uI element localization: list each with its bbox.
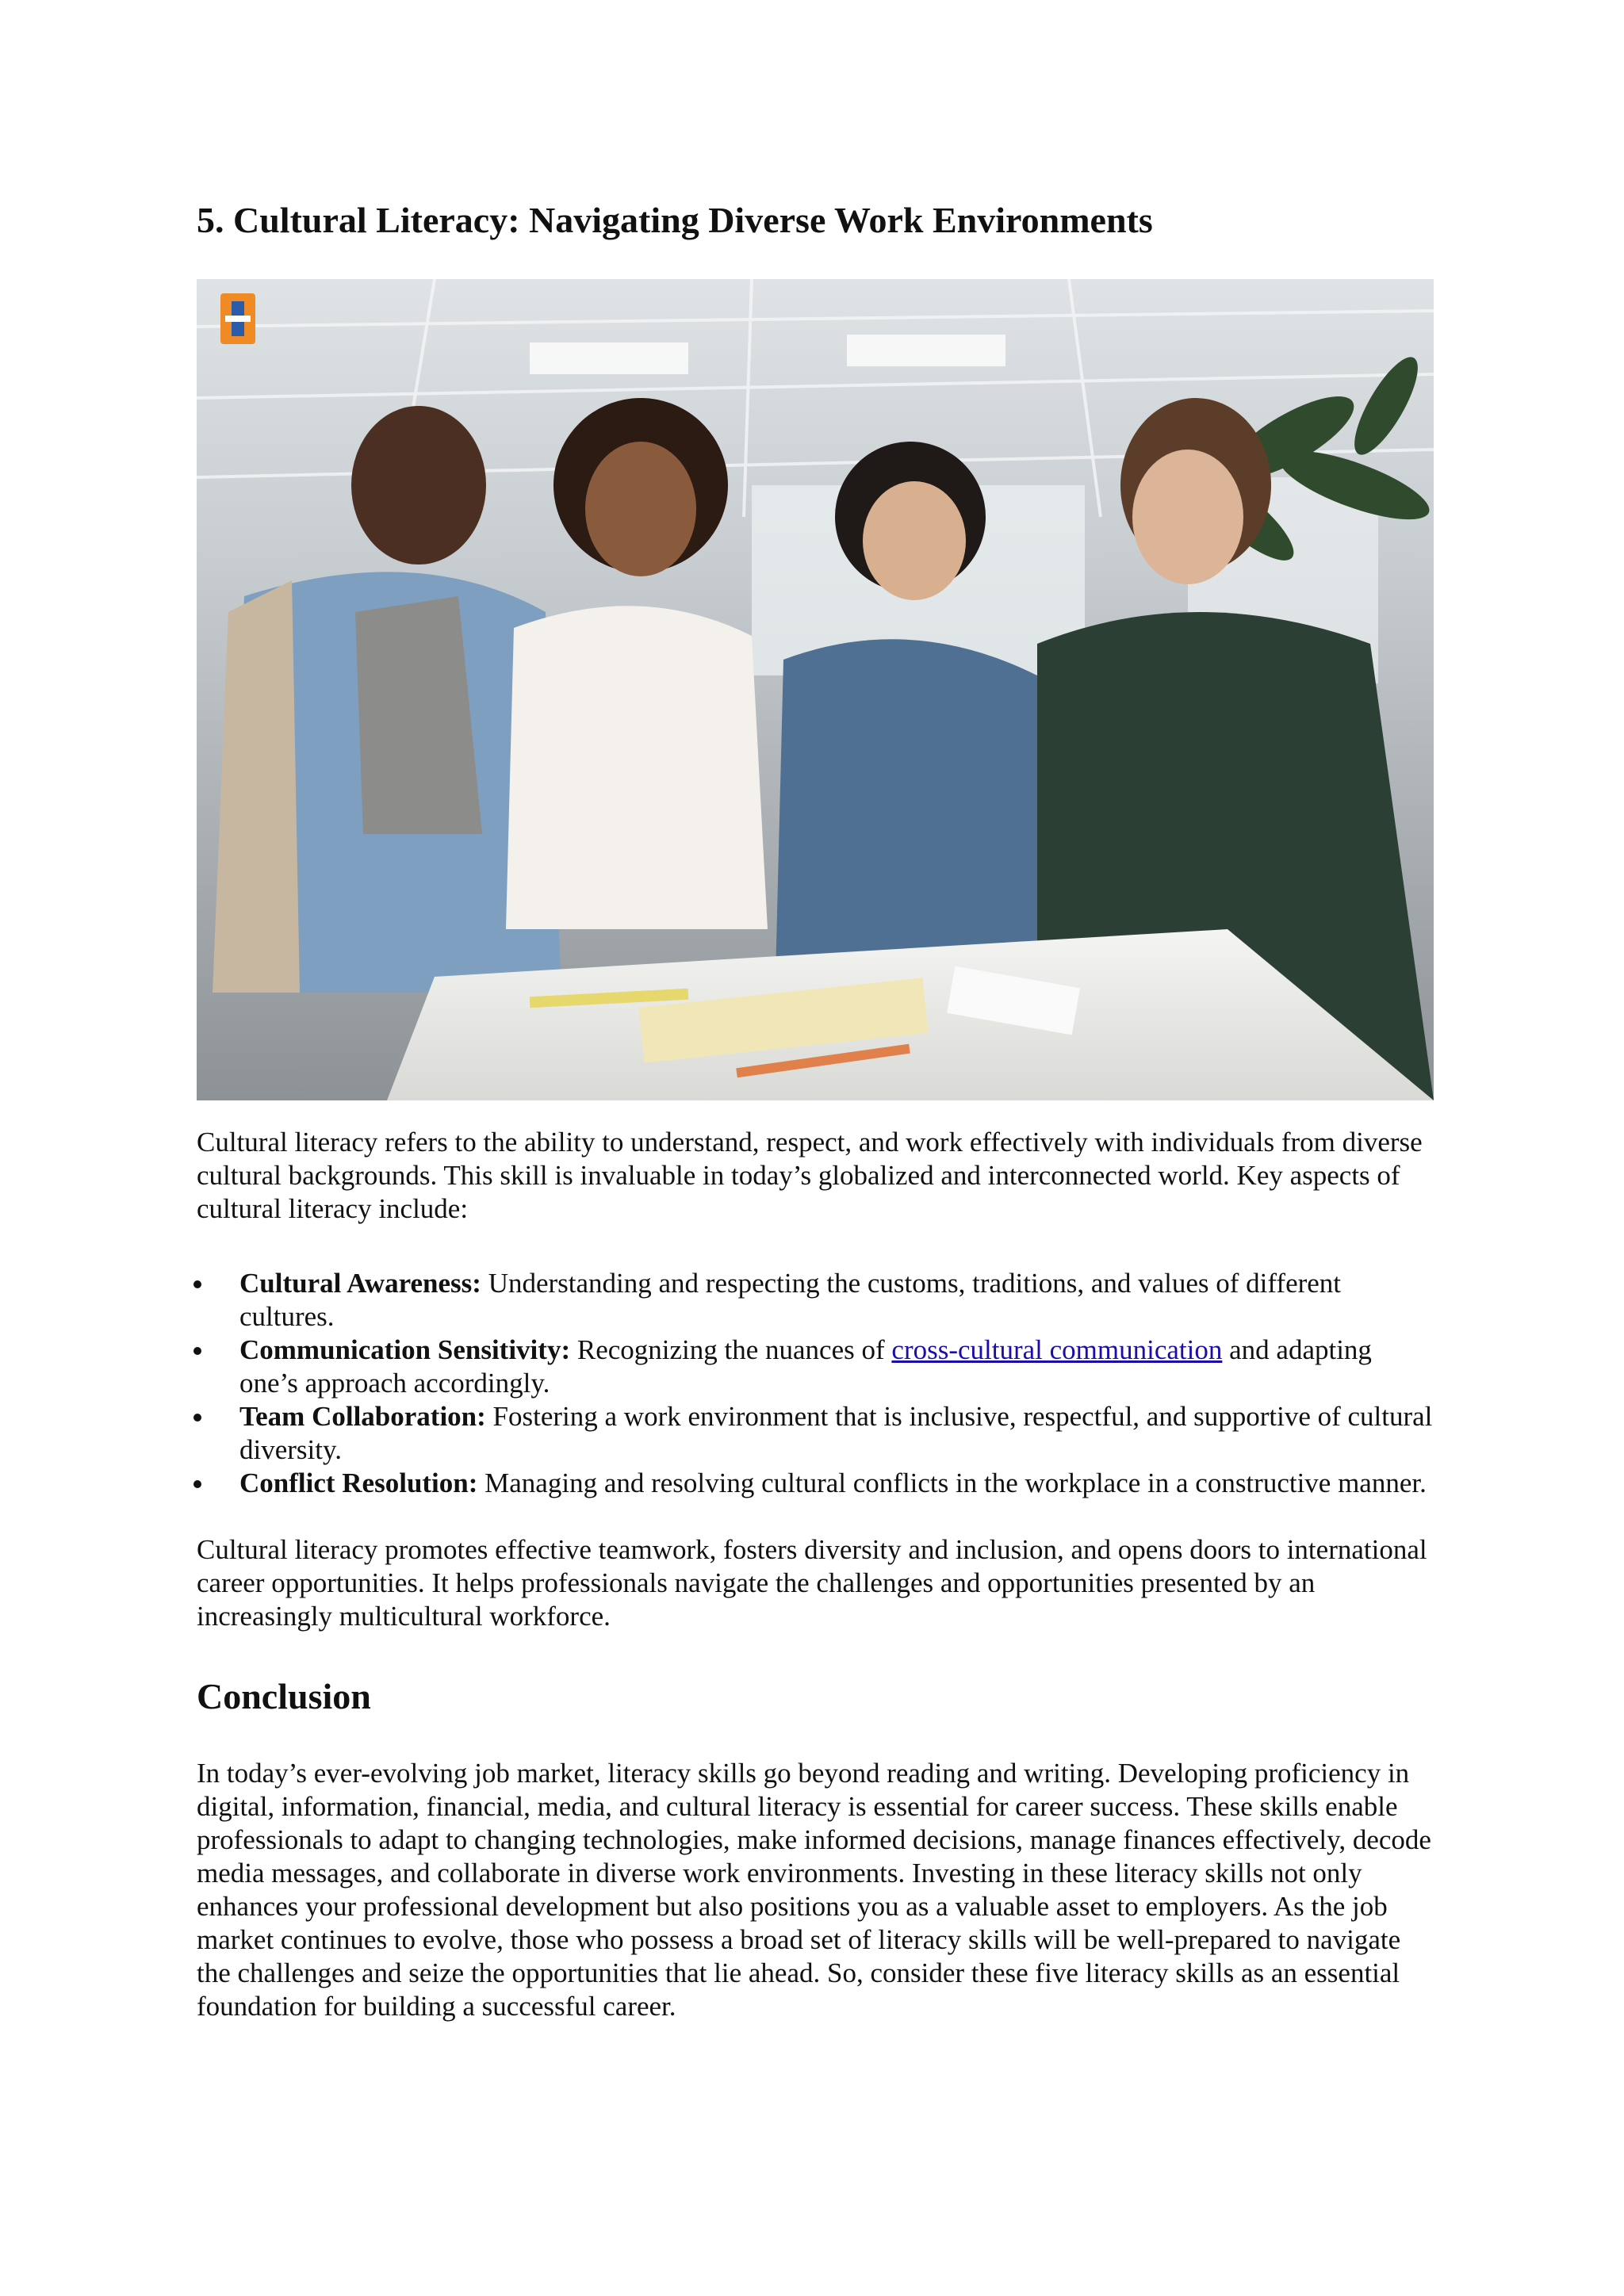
term-description-end: and adapting one’s approach accordingly.	[239, 1334, 1372, 1399]
list-item	[197, 1467, 1434, 1500]
term-label: Communication Sensitivity:	[239, 1334, 571, 1365]
term-label: Conflict Resolution:	[239, 1468, 478, 1498]
aspects-list	[197, 1267, 1434, 1500]
list-item	[197, 1334, 1434, 1400]
list-item	[197, 1400, 1434, 1467]
term-label: Cultural Awareness:	[239, 1268, 481, 1299]
bullet-icon	[193, 1347, 201, 1355]
term-label: Team Collaboration:	[239, 1401, 486, 1432]
conclusion-paragraph: In today’s ever-evolving job market, literacy skills go beyond reading and writing. Developing proficiency in digital, information, financial, media, and cultural literacy is essential for career success. These skills enable professionals to adapt to changing technologies, make informed decisions, manage finances effectively, decode media messages, and collaborate in diverse work environments. Investing in these literacy skills not only enhances your professional development but also positions you as a valuable asset to employers. As the job market continues to evolve, those who possess a broad set of literacy skills will be well-prepared to navigate the challenges and seize the opportunities that lie ahead. So, consider these five literacy skills as an essential foundation for building a successful career.	[197, 1758, 1431, 2022]
orange-logo-icon	[220, 293, 255, 344]
closing-paragraph: Cultural literacy promotes effective teamwork, fosters diversity and inclusion, and opens doors to international career opportunities. It helps professionals navigate the challenges and opportunities presented by an increasingly multicultural workforce.	[197, 1534, 1427, 1632]
bullet-icon	[193, 1414, 201, 1422]
term-description: Managing and resolving cultural conflicts in the workplace in a constructive manner.	[477, 1468, 1427, 1498]
bullet-icon	[193, 1280, 201, 1288]
team-photo	[197, 279, 1434, 1100]
list-item	[197, 1267, 1434, 1334]
term-description: Recognizing the nuances of	[570, 1334, 892, 1365]
term-description: Fostering a work environment that is inclusive, respectful, and supportive of cultural diversity.	[239, 1401, 1433, 1465]
section-title: 5. Cultural Literacy: Navigating Diverse Work Environments	[197, 200, 1153, 240]
intro-paragraph: Cultural literacy refers to the ability to understand, respect, and work effectively with individuals from diverse cultural backgrounds. This skill is invaluable in today’s globalized and interconnected world. Key aspects of cultural literacy include:	[197, 1127, 1423, 1224]
term-description: Understanding and respecting the customs, traditions, and values of different cultures.	[239, 1268, 1342, 1332]
conclusion-title: Conclusion	[197, 1676, 371, 1716]
bullet-icon	[193, 1480, 201, 1488]
cross-cultural-communication-link[interactable]: cross-cultural communication	[891, 1334, 1223, 1365]
